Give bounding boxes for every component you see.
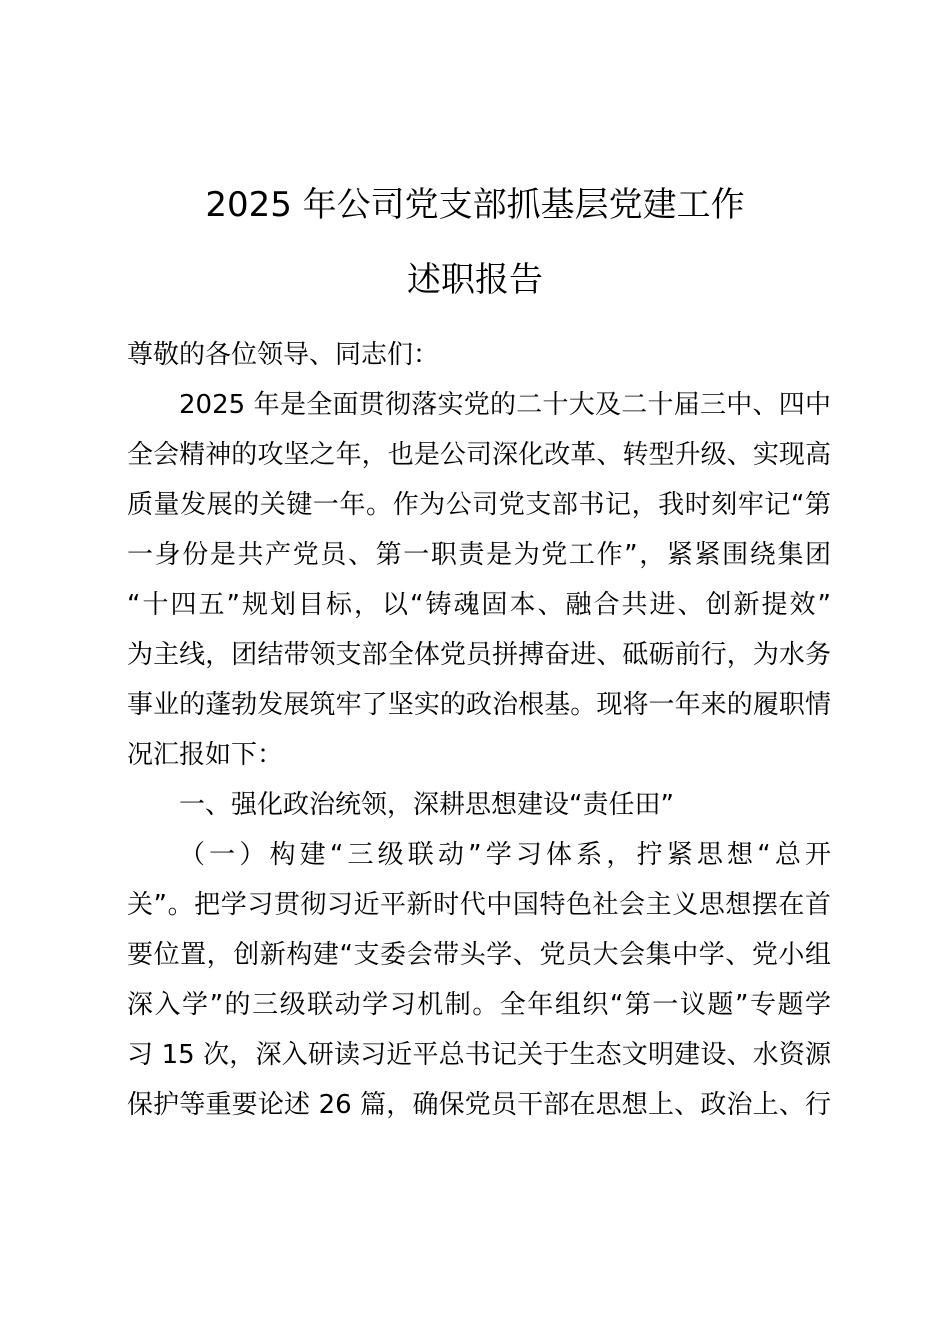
paragraph-line: 况汇报如下： (127, 740, 284, 770)
document-title-line-1: 2025 年公司党支部抓基层党建工作 (205, 185, 745, 225)
paragraph-line: 一身份是共产党员、第一职责是为党工作”，紧紧围绕集团 (127, 540, 831, 570)
paragraph-intro (127, 380, 831, 780)
paragraph-section-1-1 (127, 830, 831, 1130)
section-heading (127, 780, 831, 830)
paragraph-line: （一）构建“三级联动”学习体系，拧紧思想“总开 (179, 840, 831, 870)
paragraph-line: 为主线，团结带领支部全体党员拼搏奋进、砥砺前行，为水务 (127, 640, 831, 670)
paragraph-line: 2025 年是全面贯彻落实党的二十大及二十届三中、四中 (179, 390, 831, 420)
section-1-heading: 一、强化政治统领，深耕思想建设“责任田” (179, 790, 674, 820)
paragraph-line: 习 15 次，深入研读习近平总书记关于生态文明建设、水资源 (127, 1040, 831, 1070)
paragraph-line: 关”。把学习贯彻习近平新时代中国特色社会主义思想摆在首 (127, 890, 831, 920)
paragraph-line: 深入学”的三级联动学习机制。全年组织“第一议题”专题学 (127, 990, 831, 1020)
paragraph-line: 保护等重要论述 26 篇，确保党员干部在思想上、政治上、行 (127, 1090, 831, 1120)
paragraph-line: 事业的蓬勃发展筑牢了坚实的政治根基。现将一年来的履职情 (127, 690, 831, 720)
document-title-line-2: 述职报告 (407, 260, 543, 300)
paragraph-line: “十四五”规划目标，以“铸魂固本、融合共进、创新提效” (127, 590, 831, 620)
paragraph-line: 质量发展的关键一年。作为公司党支部书记，我时刻牢记“第 (127, 490, 831, 520)
paragraph-line: 全会精神的攻坚之年，也是公司深化改革、转型升级、实现高 (127, 440, 831, 470)
paragraph-line: 要位置，创新构建“支委会带头学、党员大会集中学、党小组 (127, 940, 831, 970)
salutation: 尊敬的各位领导、同志们： (127, 340, 440, 370)
